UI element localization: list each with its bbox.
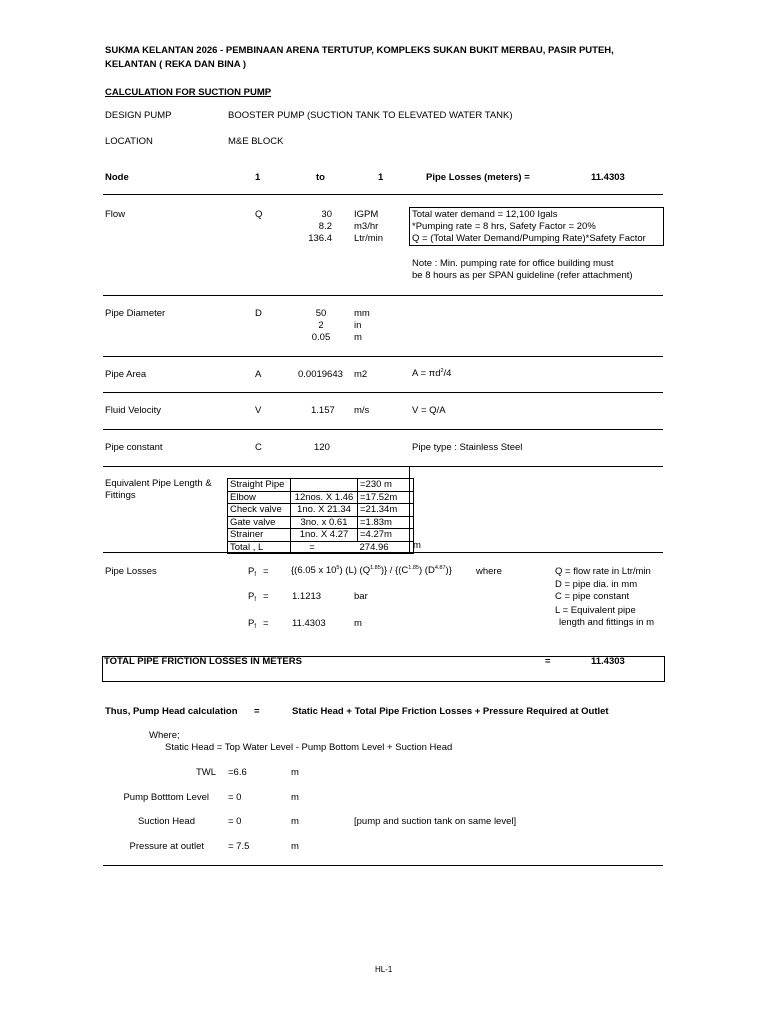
pf-value-bar: 1.1213 (292, 591, 322, 602)
pf-unit-bar: bar (354, 591, 368, 602)
pf-value-m: 11.4303 (292, 618, 326, 629)
divider (103, 865, 663, 866)
diameter-unit-m: m (354, 332, 362, 343)
node-label: Node (105, 172, 129, 183)
node-to: 1 (378, 172, 384, 183)
param-unit: m (291, 767, 299, 778)
pf-unit-m: m (354, 618, 362, 629)
location-label: LOCATION (105, 136, 153, 147)
pf-subscript: f (254, 624, 257, 630)
fitting-calc: 12nos. X 1.46 (291, 491, 358, 504)
fitting-item: Straight Pipe (228, 479, 291, 492)
divider (103, 356, 663, 357)
pf-letter: P (248, 566, 255, 577)
divider (103, 295, 663, 296)
velocity-unit: m/s (354, 405, 370, 416)
param-unit: m (291, 816, 299, 827)
formula-exponent: 4.87 (434, 565, 446, 571)
flow-value-ltrmin: 136.4 (308, 233, 332, 244)
area-value: 0.0019643 (298, 369, 343, 380)
fitting-result: =1.83m (358, 516, 414, 529)
formula-part: ) (D (418, 565, 435, 576)
param-value: = 0 (228, 816, 242, 827)
fitting-item: Strainer (228, 529, 291, 542)
legend-c: C = pipe constant (555, 591, 630, 602)
fitting-result: =230 m (358, 479, 414, 492)
design-pump-label: DESIGN PUMP (105, 110, 172, 121)
param-note: [pump and suction tank on same level] (354, 816, 517, 827)
pf-eq: = (263, 591, 269, 602)
total-label: Total , L (228, 541, 291, 554)
flow-box-line-2: *Pumping rate = 8 hrs, Safety Factor = 20% (412, 221, 596, 232)
param-value: = 7.5 (228, 841, 250, 852)
divider (103, 429, 663, 430)
pipe-losses-meters-value: 11.4303 (591, 172, 625, 183)
static-head-definition: Static Head = Top Water Level - Pump Bottom Level + Suction Head (165, 742, 453, 753)
document-title-line-2: KELANTAN ( REKA DAN BINA ) (105, 59, 247, 70)
flow-unit-ltrmin: Ltr/min (354, 233, 384, 244)
table-row (228, 491, 414, 504)
param-value: =6.6 (228, 767, 247, 778)
pf-symbol (248, 618, 256, 630)
area-formula-exponent: 2 (440, 368, 444, 374)
area-symbol: A (255, 369, 262, 380)
pipe-losses-meters-label: Pipe Losses (meters) = (426, 172, 530, 183)
fitting-item: Gate valve (228, 516, 291, 529)
flow-note-line-1: Note : Min. pumping rate for office building must (412, 258, 614, 269)
fitting-calc: 1no. X 21.34 (291, 504, 358, 517)
formula-exponent: 1.85 (370, 565, 381, 571)
hazen-williams-formula (291, 565, 452, 577)
divider (103, 552, 663, 553)
total-eq-sign: = (309, 541, 315, 553)
design-pump-value: BOOSTER PUMP (SUCTION TANK TO ELEVATED WATER TANK) (228, 110, 513, 121)
formula-part: )} (445, 565, 452, 576)
node-from: 1 (255, 172, 261, 183)
pf-letter: P (248, 591, 255, 602)
where-label: Where; (149, 730, 180, 741)
fitting-item: Check valve (228, 504, 291, 517)
fitting-result: =4.27m (358, 529, 414, 542)
pf-symbol (248, 591, 256, 603)
area-formula-tail: /4 (443, 368, 452, 379)
equivalent-label-line-1: Equivalent Pipe Length & (105, 478, 212, 489)
formula-exponent: 1.85 (408, 565, 419, 571)
fitting-result: =21.34m (358, 504, 414, 517)
constant-value: 120 (314, 442, 330, 453)
location-value: M&E BLOCK (228, 136, 284, 147)
divider (103, 194, 663, 195)
flow-box-line-1: Total water demand = 12,100 Igals (412, 209, 558, 220)
where-text: where (476, 566, 502, 577)
table-row (228, 529, 414, 542)
total-value: 274.96 (358, 541, 414, 554)
area-label: Pipe Area (105, 369, 147, 380)
total-losses-eq: = (545, 656, 551, 667)
velocity-value: 1.157 (311, 405, 335, 416)
fittings-table (227, 478, 414, 554)
pipe-losses-label: Pipe Losses (105, 566, 157, 577)
pf-letter: P (248, 618, 255, 629)
flow-value-igpm: 30 (321, 209, 332, 220)
divider (103, 466, 663, 467)
pump-head-label: Thus, Pump Head calculation (105, 706, 238, 717)
page-footer: HL-1 (375, 965, 393, 974)
param-label: Pump Botttom Level (123, 792, 209, 803)
pf-eq: = (263, 618, 269, 629)
fitting-item: Elbow (228, 491, 291, 504)
flow-box-line-3: Q = (Total Water Demand/Pumping Rate)*Safety Factor (412, 233, 646, 244)
param-label: Suction Head (137, 816, 195, 827)
area-formula (412, 368, 451, 380)
pf-eq: = (263, 566, 269, 577)
formula-part: )} / {(C (380, 565, 409, 576)
total-losses-value: 11.4303 (591, 656, 625, 667)
diameter-value-in: 2 (318, 320, 324, 331)
table-row (228, 479, 414, 492)
fitting-calc (291, 479, 358, 492)
area-formula-base: A = πd (412, 368, 441, 379)
velocity-symbol: V (255, 405, 262, 416)
diameter-symbol: D (255, 308, 262, 319)
velocity-formula: V = Q/A (412, 405, 446, 416)
formula-part: ) (L) (Q (339, 565, 371, 576)
document-title-line-1: SUKMA KELANTAN 2026 - PEMBINAAN ARENA TERTUTUP, KOMPLEKS SUKAN BUKIT MERBAU, PASIR PUTEH, (105, 45, 614, 56)
legend-d: D = pipe dia. in mm (555, 579, 638, 590)
area-unit: m2 (354, 369, 368, 380)
total-losses-label: TOTAL PIPE FRICTION LOSSES IN METERS (104, 656, 302, 667)
flow-label: Flow (105, 209, 126, 220)
diameter-label: Pipe Diameter (105, 308, 166, 319)
pump-head-eq: = (254, 706, 260, 717)
pf-symbol (248, 566, 256, 578)
pf-subscript: f (254, 597, 257, 603)
fitting-calc: 1no. X 4.27 (291, 529, 358, 542)
param-label: TWL (195, 767, 216, 778)
constant-label: Pipe constant (105, 442, 163, 453)
diameter-value-m: 0.05 (311, 332, 331, 343)
param-label: Pressure at outlet (129, 841, 204, 852)
pipe-type: Pipe type : Stainless Steel (412, 442, 523, 453)
divider (103, 392, 663, 393)
flow-value-m3hr: 8.2 (318, 221, 332, 232)
legend-l-cont: length and fittings in m (559, 617, 655, 628)
fitting-result: =17.52m (358, 491, 414, 504)
param-unit: m (291, 792, 299, 803)
formula-part: {(6.05 x 10 (291, 565, 337, 576)
total-unit: m (413, 540, 421, 551)
fitting-calc: 3no. x 0.61 (291, 516, 358, 529)
pump-head-formula: Static Head + Total Pipe Friction Losses + Pressure Required at Outlet (292, 706, 609, 717)
param-unit: m (291, 841, 299, 852)
pf-subscript: f (254, 572, 257, 578)
table-row (228, 504, 414, 517)
formula-exponent: 5 (336, 565, 340, 571)
legend-q: Q = flow rate in Ltr/min (555, 566, 651, 577)
constant-symbol: C (255, 442, 262, 453)
node-to-label: to (316, 172, 325, 183)
diameter-unit-in: in (354, 320, 362, 331)
flow-note-line-2: be 8 hours as per SPAN guideline (refer attachment) (412, 270, 633, 281)
equivalent-label-line-2: Fittings (105, 490, 136, 501)
diameter-unit-mm: mm (354, 308, 370, 319)
section-heading: CALCULATION FOR SUCTION PUMP (105, 87, 272, 98)
flow-symbol: Q (255, 209, 263, 220)
table-right-rule (409, 466, 410, 552)
table-row (228, 516, 414, 529)
velocity-label: Fluid Velocity (105, 405, 161, 416)
legend-l: L = Equivalent pipe (555, 605, 636, 616)
diameter-value-mm: 50 (315, 308, 327, 319)
flow-unit-igpm: IGPM (354, 209, 379, 220)
param-value: = 0 (228, 792, 242, 803)
flow-unit-m3hr: m3/hr (354, 221, 379, 232)
